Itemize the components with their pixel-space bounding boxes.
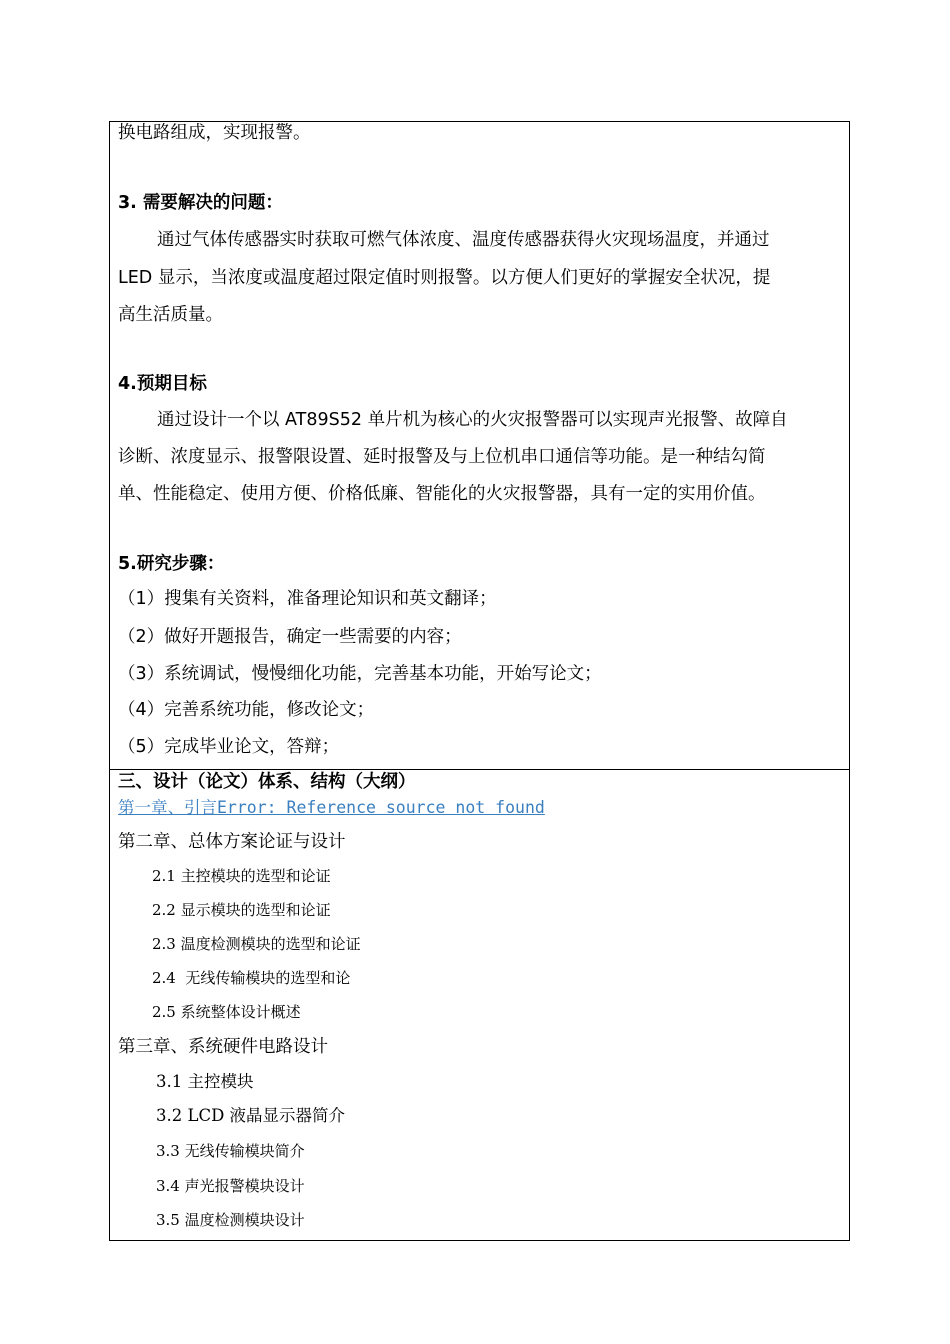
toc-item: 2.5 系统整体设计概述 xyxy=(152,1003,301,1021)
continuation-text: 换电路组成，实现报警。 xyxy=(118,123,311,143)
toc-item: 2.4 无线传输模块的选型和论 xyxy=(152,969,351,987)
chapter2-title: 第二章、总体方案论证与设计 xyxy=(118,832,346,852)
problem-line-3: 高生活质量。 xyxy=(118,305,223,325)
step-item: （3）系统调试，慢慢细化功能，完善基本功能，开始写论文； xyxy=(118,664,602,684)
toc-item: 3.4 声光报警模块设计 xyxy=(156,1177,305,1195)
toc-item: 2.3 温度检测模块的选型和论证 xyxy=(152,935,361,953)
goal-line-2: 诊断、浓度显示、报警限设置、延时报警及与上位机串口通信等功能。是一种结勾简 xyxy=(118,447,766,467)
problem-line-2: LED 显示，当浓度或温度超过限定值时则报警。以方便人们更好的掌握安全状况，提 xyxy=(118,268,771,288)
toc-item: 2.1 主控模块的选型和论证 xyxy=(152,867,331,885)
toc-item: 3.3 无线传输模块简介 xyxy=(156,1142,305,1160)
goal-line-3: 单、性能稳定、使用方便、价格低廉、智能化的火灾报警器，具有一定的实用价值。 xyxy=(118,484,766,504)
step-item: （5）完成毕业论文，答辩； xyxy=(118,737,340,757)
toc-item: 3.5 温度检测模块设计 xyxy=(156,1211,305,1229)
goal-heading: 4.预期目标 xyxy=(118,374,207,394)
step-item: （1）搜集有关资料，准备理论知识和英文翻译； xyxy=(118,589,497,609)
outline-heading: 三、设计（论文）体系、结构（大纲） xyxy=(118,772,416,792)
problem-line-1: 通过气体传感器实时获取可燃气体浓度、温度传感器获得火灾现场温度，并通过 xyxy=(157,230,770,250)
step-item: （2）做好开题报告，确定一些需要的内容； xyxy=(118,627,462,647)
toc-item: 2.2 显示模块的选型和论证 xyxy=(152,901,331,919)
step-item: （4）完善系统功能，修改论文； xyxy=(118,700,375,720)
steps-heading: 5.研究步骤： xyxy=(118,554,225,574)
problem-heading: 3. 需要解决的问题： xyxy=(118,193,283,213)
toc-item: 3.2 LCD 液晶显示器简介 xyxy=(156,1106,346,1125)
chapter1-reference-link[interactable]: 第一章、引言Error: Reference source not found xyxy=(118,798,545,817)
toc-item: 3.1 主控模块 xyxy=(156,1072,254,1091)
chapter3-title: 第三章、系统硬件电路设计 xyxy=(118,1037,328,1057)
goal-line-1: 通过设计一个以 AT89S52 单片机为核心的火灾报警器可以实现声光报警、故障自 xyxy=(157,410,788,430)
